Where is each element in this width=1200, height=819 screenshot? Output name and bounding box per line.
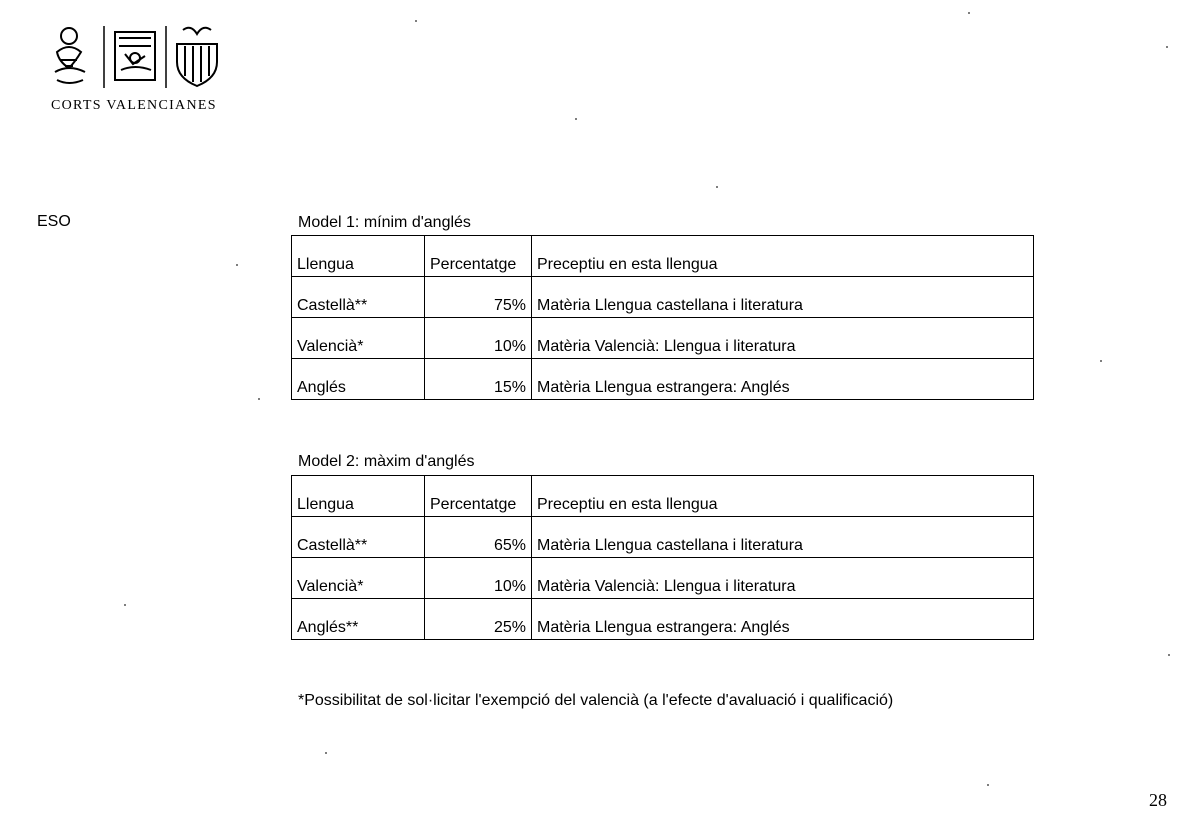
cell-percentage: 10%	[425, 558, 532, 599]
table-row	[292, 558, 1034, 599]
cell-mandatory-subject: Matèria Llengua castellana i literatura	[532, 517, 1034, 558]
model-2-title: Model 2: màxim d'anglés	[298, 453, 475, 470]
table-header-row	[292, 236, 1034, 277]
cell-percentage: 65%	[425, 517, 532, 558]
column-header-language: Llengua	[292, 476, 425, 517]
cell-language: Valencià*	[292, 318, 425, 359]
cell-language: Castellà**	[292, 517, 425, 558]
model-1-table	[291, 235, 1034, 400]
table-row	[292, 277, 1034, 318]
column-header-mandatory-subject: Preceptiu en esta llengua	[532, 236, 1034, 277]
cell-language: Valencià*	[292, 558, 425, 599]
page-number: 28	[1149, 790, 1167, 810]
table-row	[292, 599, 1034, 640]
cell-percentage: 15%	[425, 359, 532, 400]
cell-language: Castellà**	[292, 277, 425, 318]
bat-shield-icon	[177, 28, 217, 86]
cell-percentage: 75%	[425, 277, 532, 318]
model-2-table	[291, 475, 1034, 640]
footnote: *Possibilitat de sol·licitar l'exempció del valencià (a l'efecte d'avaluació i qualificació)	[298, 692, 894, 709]
cell-mandatory-subject: Matèria Valencià: Llengua i literatura	[532, 318, 1034, 359]
book-seal-icon	[115, 32, 155, 80]
table-row	[292, 517, 1034, 558]
column-header-percentage: Percentatge	[425, 476, 532, 517]
column-header-language: Llengua	[292, 236, 425, 277]
column-header-mandatory-subject: Preceptiu en esta llengua	[532, 476, 1034, 517]
education-level-label: ESO	[37, 213, 71, 230]
cell-mandatory-subject: Matèria Llengua castellana i literatura	[532, 277, 1034, 318]
cell-mandatory-subject: Matèria Llengua estrangera: Anglés	[532, 599, 1034, 640]
column-header-percentage: Percentatge	[425, 236, 532, 277]
table-row	[292, 318, 1034, 359]
cell-percentage: 25%	[425, 599, 532, 640]
cell-language: Anglés	[292, 359, 425, 400]
model-1-title: Model 1: mínim d'anglés	[298, 214, 471, 231]
corts-logo	[51, 22, 231, 92]
dragon-crest-icon	[55, 28, 85, 83]
cell-percentage: 10%	[425, 318, 532, 359]
cell-language: Anglés**	[292, 599, 425, 640]
organization-name: CORTS VALENCIANES	[51, 98, 217, 113]
table-header-row	[292, 476, 1034, 517]
table-row	[292, 359, 1034, 400]
cell-mandatory-subject: Matèria Valencià: Llengua i literatura	[532, 558, 1034, 599]
cell-mandatory-subject: Matèria Llengua estrangera: Anglés	[532, 359, 1034, 400]
